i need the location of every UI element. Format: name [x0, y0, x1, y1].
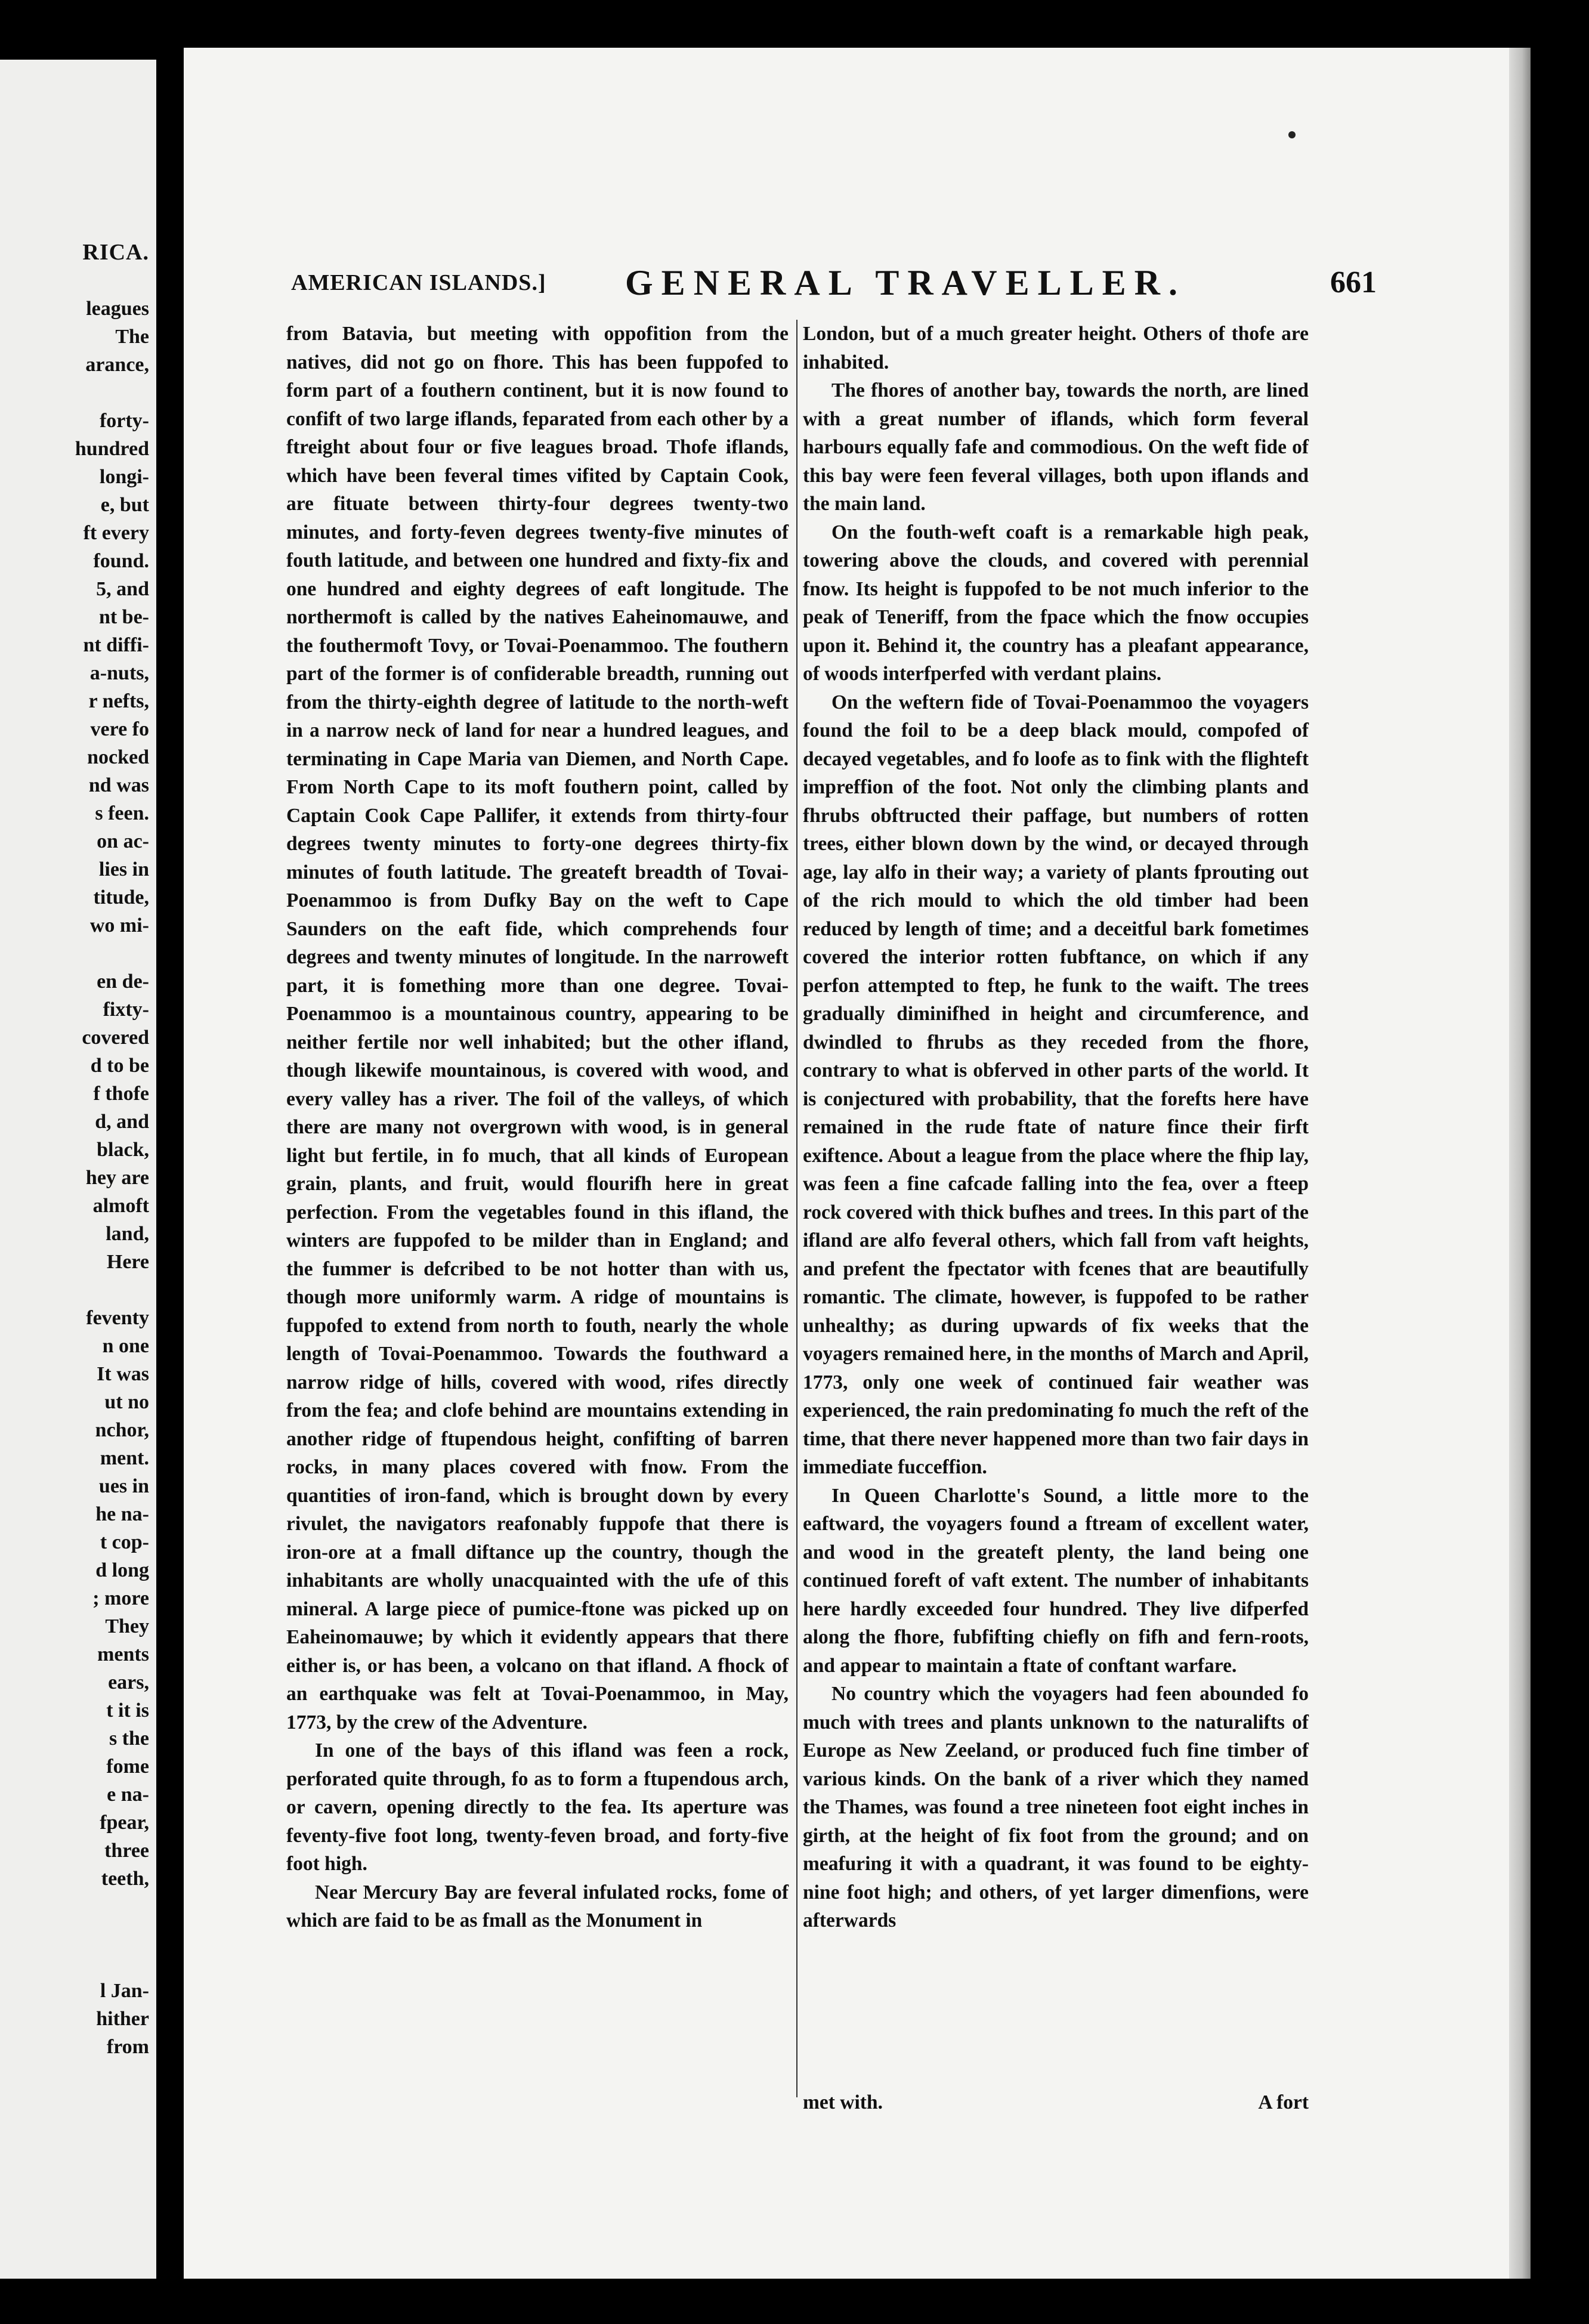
catchword: A fort [1258, 2091, 1309, 2113]
fragment-line: They [105, 1615, 149, 1637]
paragraph: No country which the voyagers had feen abounded fo much with trees and plants unknown to the naturalifts of Europe as New Zeeland, or produced fuch fine timber of various kinds. On the bank of a river which they named the Thames, was found a tree nineteen foot eight inches in girth, at the height of fix foot from the ground; and on meafuring it with a quadrant, it was found to be eighty-nine foot high; and others, of yet larger dimenfions, were afterwards [803, 1683, 1309, 1931]
right-text-column [803, 320, 1309, 1935]
fragment-line: wo mi- [89, 914, 149, 937]
fragment-line: ut no [104, 1391, 149, 1413]
catch-line [803, 2088, 1309, 2117]
fragment-line: d to be [90, 1055, 149, 1077]
column-divider [796, 320, 797, 2097]
fragment-line [0, 1921, 156, 1949]
fragment-line: feventy [86, 1307, 149, 1329]
fragment-line: found. [93, 550, 149, 572]
fragment-line: he na- [95, 1503, 149, 1525]
fragment-line: land, [106, 1223, 149, 1245]
fragment-line: s the [109, 1727, 149, 1750]
previous-page-fragment [0, 60, 156, 2279]
fragment-line: ft every [83, 522, 149, 544]
fragment-line: 5, and [96, 578, 149, 600]
fragment-line: s feen. [95, 802, 149, 824]
fragment-line: t it is [106, 1699, 149, 1722]
fragment-line: forty- [99, 410, 149, 432]
fragment-line: nt be- [98, 606, 149, 628]
paragraph: In Queen Charlotte's Sound, a little more to the eaftward, the voyagers found a ftream of excellent water, and wood in the greateft plenty, the land being one continued foreft of vaft extent. The number of inhabitants here hardly exceeded four hundred. They live difperfed along the fhore, fubfifting chiefly on fifh and fern-roots, and appear to maintain a ftate of conftant warfare. [803, 1484, 1309, 1677]
left-text-column [286, 320, 789, 1935]
fragment-line: Here [106, 1251, 149, 1273]
fragment-line: fixty- [103, 999, 149, 1021]
fragment-line: ment. [100, 1447, 149, 1469]
paragraph: In one of the bays of this ifland was feen a rock, perforated quite through, fo as to form a ftupendous arch, or cavern, opening directly to the fea. Its aperture was feventy-five foot long, twenty-feven broad, and forty-five foot high. [286, 1739, 789, 1875]
previous-page-text-edge [0, 239, 156, 2061]
fragment-line [0, 267, 156, 295]
fragment-line: lies in [98, 858, 149, 880]
fragment-line: longi- [99, 466, 149, 488]
fragment-line: en de- [97, 971, 149, 993]
fragment-line: ; more [92, 1587, 149, 1609]
fragment-line: d, and [95, 1111, 149, 1133]
fragment-line: black, [97, 1139, 149, 1161]
fragment-line: hither [96, 2008, 149, 2030]
fragment-line [0, 379, 156, 407]
fragment-line: leagues [86, 298, 149, 320]
fragment-line: ments [97, 1643, 149, 1665]
fragment-line: a-nuts, [89, 662, 149, 684]
fragment-line: d long [95, 1559, 149, 1581]
page-title: GENERAL TRAVELLER. [625, 263, 1186, 302]
fragment-line: nt diffi- [83, 634, 149, 656]
book-page [184, 48, 1526, 2279]
fragment-line: nd was [88, 774, 149, 796]
fragment-line: fpear, [100, 1812, 149, 1834]
fragment-line: fome [106, 1756, 149, 1778]
paragraph: The fhores of another bay, towards the north, are lined with a great number of iflands, which form feveral harbours equally fafe and commodious. On the weft fide of this bay were feen feveral villages, both upon iflands and the main land. [803, 379, 1309, 515]
fragment-line [0, 940, 156, 968]
fragment-line: titude, [93, 886, 149, 908]
fragment-line: t cop- [100, 1531, 149, 1553]
fragment-line: vere fo [90, 718, 149, 740]
fragment-line [0, 1276, 156, 1304]
fragment-line: f thofe [93, 1083, 149, 1105]
fragment-line: nchor, [95, 1419, 149, 1441]
fragment-line: hundred [75, 438, 149, 460]
fragment-line: r nefts, [88, 690, 149, 712]
fragment-line [0, 1893, 156, 1921]
fragment-line: ues in [98, 1475, 149, 1497]
fragment-line: arance, [85, 354, 149, 376]
fragment-line: RICA. [82, 240, 149, 265]
paragraph: from Batavia, but meeting with oppofition from the natives, did not go on fhore. This has been fuppofed to form part of a fouthern continent, but it is now found to confift of two large iflands, feparated from each other by a ftreight about four or five leagues broad. Thofe iflands, which have been feveral times vifited by Captain Cook, are fituate between thirty-four degrees twenty-two minutes, and forty-feven degrees twenty-five minutes of fouth latitude, and between one hundred and fixty-fix and one hundred and eighty degrees of eaft longitude. The northermoft is called by the natives Eaheinomauwe, and the fouthermoft Tovy, or Tovai-Poenammoo. The fouthern part of the former is of confiderable breadth, running out from the thirty-eighth degree of latitude to the north-weft in a narrow neck of land for near a hundred leagues, and terminating in Cape Maria van Diemen, and North Cape. From North Cape to its moft fouthern point, called by Captain Cook Cape Pallifer, it extends from thirty-four degrees twenty minutes to forty-one degrees thirty-fix minutes of fouth latitude. The greateft breadth of Tovai-Poenammoo is from Dufky Bay on the weft to Cape Saunders on the eaft fide, which comprehends four degrees and twenty minutes of longitude. In the narroweft part, it is fomething more than one degree. Tovai-Poenammoo is a mountainous country, appearing to be neither fertile nor well inhabited; but the other ifland, though likewife mountainous, is covered with wood, and every valley has a river. The foil of the valleys, of which there are many not overgrown with wood, is in general light but fertile, in fo much, that all kinds of European grain, plants, and fruit, would flourifh here in great perfection. From the vegetables found in this ifland, the winters are fuppofed to be milder than in England; and the fummer is defcribed to be not hotter than with us, though more uniformly warm. A ridge of mountains is fuppofed to extend from north to fouth, nearly the whole length of Tovai-Poenammoo. Towards the fouthward a narrow ridge of hills, covered with wood, rifes directly from the fea; and clofe behind are mountains extending in another ridge of ftupendous height, confifting of barren rocks, in many places covered with fnow. From the quantities of iron-fand, which is brought down by every rivulet, the navigators reafonably fuppofe that there is iron-ore at a fmall diftance up the country, though the inhabitants are wholly unacquainted with the ufe of this mineral. A large piece of pumice-ftone was picked up on Eaheinomauwe; by which it evidently appears that there either is, or has been, a volcano on that ifland. A fhock of an earthquake was felt at Tovai-Poenammoo, in May, 1773, by the crew of the Adventure. [286, 323, 789, 1733]
fragment-line: e, but [100, 494, 149, 516]
fragment-line: hey are [85, 1167, 149, 1189]
fragment-line: n one [102, 1335, 149, 1357]
fragment-line: teeth, [101, 1868, 149, 1890]
fragment-line: covered [82, 1027, 149, 1049]
running-title: AMERICAN ISLANDS.] [291, 270, 546, 295]
paragraph: On the weftern fide of Tovai-Poenammoo the voyagers found the foil to be a deep black mould, compofed of decayed vegetables, and fo loofe as to fink with the flighteft impreffion of the foot. Not only the climbing plants and fhrubs obftructed their paffage, but numbers of rotten trees, either blown down by the wind, or decayed through age, lay alfo in their way; a variety of plants fprouting out of the rich mould to which the old timber had been reduced by length of time; and a deceitful bark fometimes covered the interior rotten fubftance, on which if any perfon attempted to ftep, he funk to the waift. The trees gradually diminifhed in height and circumference, and dwindled to fhrubs as they receded from the fhore, contrary to what is obferved in other parts of the world. It is conjectured with probability, that the forefts here have remained in the rude ftate of nature fince their firft exiftence. About a league from the place where the fhip lay, was feen a fine cafcade falling into the fea, over a fteep rock covered with thick bufhes and trees. In this part of the ifland are alfo feveral others, which fall from vaft heights, and prefent the fpectator with fcenes that are beautifully romantic. The climate, however, is fuppofed to be rather unhealthy; as during upwards of fix weeks that the voyagers remained here, in the months of March and April, 1773, only one week of continued fair weather was experienced, the rain predominating fo much the reft of the time, that there never happened more than two fair days in immediate fucceffion. [803, 691, 1309, 1478]
paragraph: London, but of a much greater height. Others of thofe are inhabited. [803, 323, 1309, 373]
paragraph: Near Mercury Bay are feveral infulated rocks, fome of which are faid to be as fmall as the Monument in [286, 1881, 789, 1931]
page-edge-shadow [1509, 48, 1531, 2279]
fragment-line: e na- [107, 1784, 149, 1806]
fragment-line: nocked [87, 746, 149, 768]
fragment-line: l Jan- [100, 1980, 149, 2002]
fragment-line: The [115, 326, 149, 348]
fragment-line: three [104, 1840, 149, 1862]
paragraph: On the fouth-weft coaft is a remarkable high peak, towering above the clouds, and covered with perennial fnow. Its height is fuppofed to be not much inferior to the peak of Teneriff, from the fpace which the fnow occupies upon it. Behind it, the country has a pleafant appearance, of woods interfperfed with verdant plains. [803, 521, 1309, 685]
fragment-line [0, 1949, 156, 1977]
ink-spot [1288, 131, 1296, 138]
fragment-line: almoft [92, 1195, 149, 1217]
fragment-line: ears, [108, 1671, 149, 1693]
page-number: 661 [1330, 265, 1377, 299]
final-text: met with. [803, 2091, 883, 2113]
fragment-line: It was [97, 1363, 149, 1385]
fragment-line: on ac- [97, 830, 149, 852]
fragment-line: from [106, 2036, 149, 2058]
page-header [291, 262, 1377, 304]
